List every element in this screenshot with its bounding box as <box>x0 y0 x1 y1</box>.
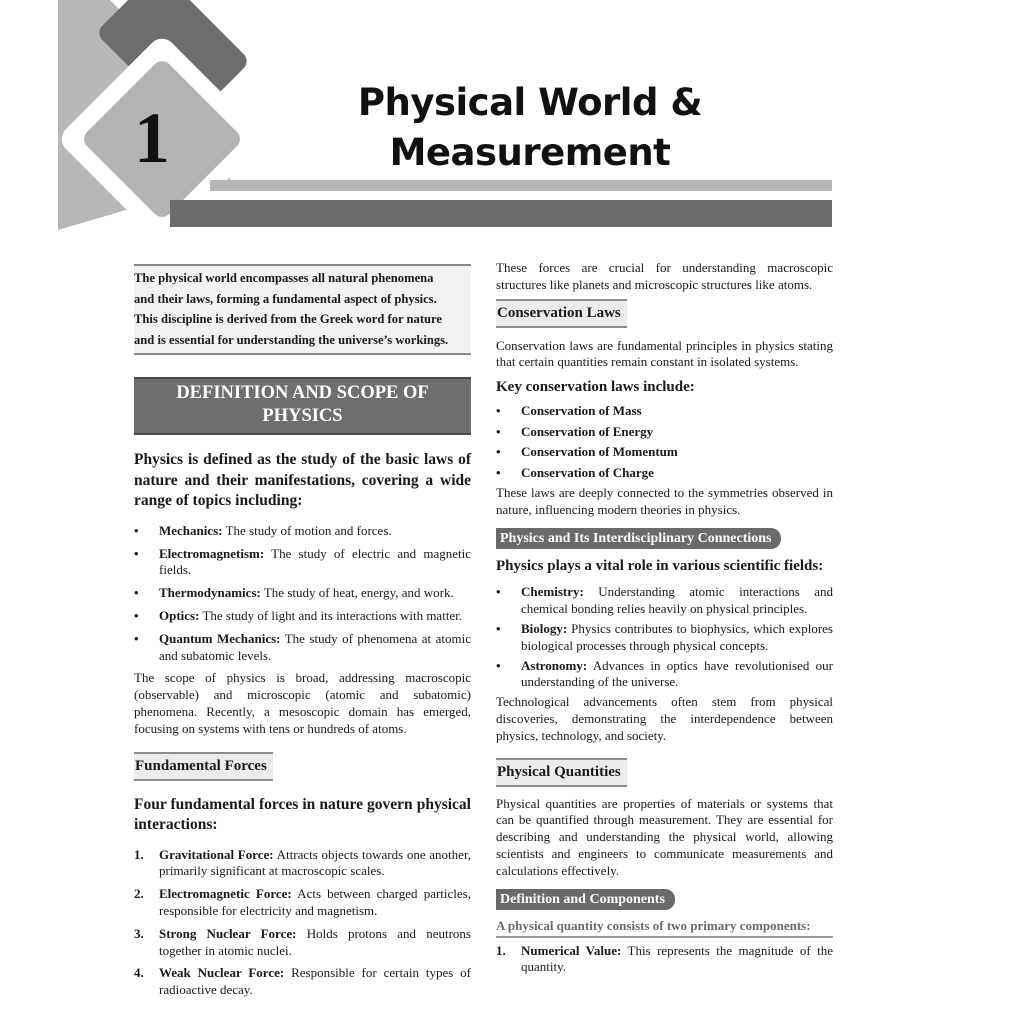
law-name: Conservation of Charge <box>521 464 654 480</box>
list-item: • Chemistry: Understanding atomic interactions and chemical bonding relies heavily on physical principles. <box>496 584 833 617</box>
list-item: • Mechanics: The study of motion and forces. <box>134 522 392 538</box>
header-light-rule <box>210 180 832 191</box>
conservation-list <box>496 403 833 482</box>
topic-text: The study of heat, energy, and work. <box>260 585 454 601</box>
conservation-key-head: Key conservation laws include: <box>496 379 695 396</box>
topics-list <box>134 523 471 665</box>
intro-line: and their laws, forming a fundamental aspect of physics. <box>134 291 437 306</box>
force-text: Acts between charged particles, responsible for electricity and magnetism. <box>159 886 471 919</box>
topic-term: Thermodynamics: <box>159 585 261 601</box>
chapter-title-line-1: Physical World & <box>357 81 703 124</box>
forces-list <box>134 847 471 999</box>
field-text: Physics contributes to biophysics, which explores biological processes through physical concepts. <box>521 620 833 653</box>
chapter-title <box>330 78 730 178</box>
topic-term: Optics: <box>159 608 200 624</box>
force-term: Strong Nuclear Force: <box>159 925 297 941</box>
heading-fundamental-forces: Fundamental Forces <box>134 752 273 781</box>
forces-lead: Four fundamental forces in nature govern physical interactions: <box>134 795 471 834</box>
field-text: Understanding atomic interactions and chemical bonding relies heavily on physical principles. <box>521 584 833 617</box>
chapter-title-line-2: Measurement <box>389 131 671 174</box>
force-term: Gravitational Force: <box>159 846 274 862</box>
list-item: • Thermodynamics: The study of heat, energy, and work. <box>134 585 454 601</box>
list-item: • Quantum Mechanics: The study of phenomena at atomic and subatomic levels. <box>134 630 472 663</box>
list-item <box>134 847 471 881</box>
item-number: 1. <box>134 846 144 862</box>
list-item: • Conservation of Energy <box>496 423 654 439</box>
component-text: This represents the magnitude of the quantity. <box>521 942 833 975</box>
header-dark-rule <box>170 200 832 227</box>
topic-text: The study of light and its interactions with matter. <box>199 608 463 624</box>
chapter-number: 1 <box>134 98 170 178</box>
definition-lead: Physics is defined as the study of the basic laws of nature and their manifestations, covering a wide range of topics including: <box>134 451 471 510</box>
force-text: Responsible for certain types of radioactive decay. <box>159 965 472 998</box>
conservation-closing: These laws are deeply connected to the symmetries observed in nature, influencing modern theories in physics. <box>496 484 833 517</box>
intro-line: This discipline is derived from the Greek word for nature <box>134 312 442 327</box>
section-banner-definition <box>134 377 471 435</box>
list-item: • Conservation of Mass <box>496 403 642 419</box>
components-subheading: A physical quantity consists of two primary components: <box>496 917 833 938</box>
list-item: • Conservation of Momentum <box>496 444 678 460</box>
list-item: • Biology: Physics contributes to biophysics, which explores biological processes through physical concepts. <box>496 620 833 653</box>
item-number: 4. <box>134 965 144 981</box>
force-term: Weak Nuclear Force: <box>159 965 285 981</box>
components-list <box>496 943 833 977</box>
intro-line: and is essential for understanding the universe’s workings. <box>134 332 449 347</box>
pill-interdisciplinary: Physics and Its Interdisciplinary Connections <box>496 528 781 549</box>
intro-line: The physical world encompasses all natural phenomena <box>134 271 434 285</box>
field-term: Chemistry: <box>521 584 584 600</box>
list-item: • Conservation of Charge <box>496 464 654 480</box>
quantities-intro: Physical quantities are properties of materials or systems that can be quantified through measurement. They are essential for describing and understanding the physical world, allowing scientists and engineers to communicate measurements and calculations effectively. <box>496 795 833 878</box>
scope-paragraph: The scope of physics is broad, addressing macroscopic (observable) and microscopic (atomic and subatomic) phenomena. Recently, a mesoscopic domain has emerged, focusing on systems with tens or hundreds of atoms. <box>134 670 471 736</box>
banner-line-1: DEFINITION AND SCOPE OF <box>176 383 429 404</box>
force-term: Electromagnetic Force: <box>159 886 292 902</box>
banner-line-2: PHYSICS <box>262 406 343 427</box>
interdisciplinary-lead: Physics plays a vital role in various scientific fields: <box>496 558 824 575</box>
heading-conservation-laws: Conservation Laws <box>496 299 627 328</box>
law-name: Conservation of Momentum <box>521 444 678 460</box>
field-term: Astronomy: <box>521 657 588 673</box>
conservation-intro: Conservation laws are fundamental principles in physics stating that certain quantities remain constant in isolated systems. <box>496 337 833 370</box>
intro-box <box>134 264 471 355</box>
interdisciplinary-closing: Technological advancements often stem from physical discoveries, demonstrating the interdependence between physics, technology, and society. <box>496 694 833 743</box>
left-column <box>134 258 471 999</box>
list-item <box>134 886 471 920</box>
force-text: Attracts objects towards one another, primarily significant at macroscopic scales. <box>159 846 472 879</box>
forces-closing: These forces are crucial for understanding macroscopic structures like planets and microscopic structures like atoms. <box>496 260 833 292</box>
item-number: 3. <box>134 925 144 941</box>
force-text: Holds protons and neutrons together in atomic nuclei. <box>159 925 471 958</box>
list-item: • Electromagnetism: The study of electric and magnetic fields. <box>134 545 471 578</box>
topic-text: The study of phenomena at atomic and subatomic levels. <box>159 630 472 663</box>
field-text: Advances in optics have revolutionised our understanding of the universe. <box>521 657 833 690</box>
topic-term: Electromagnetism: <box>159 545 265 561</box>
law-name: Conservation of Energy <box>521 423 654 439</box>
interdisciplinary-list <box>496 584 833 691</box>
topic-term: Quantum Mechanics: <box>159 630 281 646</box>
item-number: 1. <box>496 942 506 958</box>
item-number: 2. <box>134 886 144 902</box>
pill-definition-components: Definition and Components <box>496 889 675 910</box>
topic-text: The study of electric and magnetic fields. <box>159 545 471 578</box>
list-item <box>134 926 471 960</box>
topic-term: Mechanics: <box>159 522 223 538</box>
law-name: Conservation of Mass <box>521 403 642 419</box>
list-item: • Astronomy: Advances in optics have revolutionised our understanding of the universe. <box>496 657 833 690</box>
field-term: Biology: <box>521 620 568 636</box>
list-item: • Optics: The study of light and its interactions with matter. <box>134 608 463 624</box>
component-term: Numerical Value: <box>521 942 622 958</box>
topic-text: The study of motion and forces. <box>222 522 392 538</box>
heading-physical-quantities: Physical Quantities <box>496 758 627 787</box>
right-column <box>496 260 833 976</box>
list-item <box>134 965 471 999</box>
list-item <box>496 943 833 977</box>
